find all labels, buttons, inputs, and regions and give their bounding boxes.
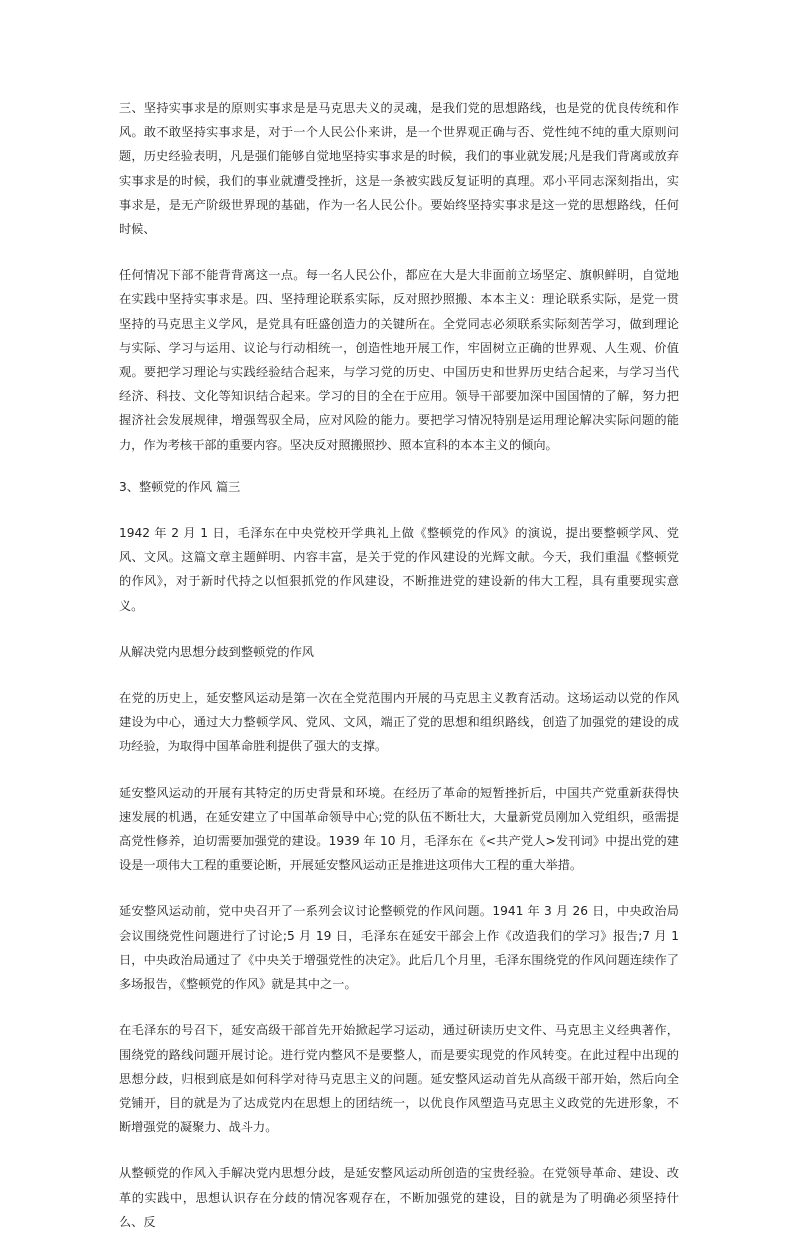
paragraph-study-movement: 在毛泽东的号召下，延安高级干部首先开始掀起学习运动，通过研读历史文件、马克思主义经典著作，围绕党的路线问题开展讨论。进行党内整风不是要整人，而是要实现党的作风转变。在此过程中出现的思想分歧，归根到底是如何科学对待马克思主义的问题。延安整风运动首先从高级干部开始，然后向全党铺开，目的就是为了达成党内在思想上的团结统一，以优良作风塑造马克思主义政党的先进形象，不断增强党的凝聚力、战斗力。: [119, 1023, 679, 1135]
paragraph-theory-practice: 任何情况下部不能背背离这一点。每一名人民公仆，都应在大是大非面前立场坚定、旗帜鲜明，自觉地在实践中坚持实事求是。四、坚持理论联系实际，反对照抄照搬、本本主义：理论联系实际，是党一贯坚持的马克思主义学风，是党具有旺盛创造力的关键所在。全党同志必须联系实际刻苦学习，做到理论与实际、学习与运用、议论与行动相统一，创造性地开展工作，牢固树立正确的世界观、人生观、价值观。要把学习理论与实践经验结合起来，与学习党的历史、中国历史和世界历史结合起来，与学习当代经济、科技、文化等知识结合起来。学习的目的全在于应用。领导干部要加深中国国情的了解，努力把握济社会发展规律，增强驾驭全局，应对风险的能力。要把学习情况特别是运用理论解决实际问题的能力，作为考核干部的重要内容。坚决反对照搬照抄、照本宣科的本本主义的倾向。: [119, 268, 679, 452]
paragraph-yanan-rectification: 在党的历史上，延安整风运动是第一次在全党范围内开展的马克思主义教育活动。这场运动以党的作风建设为中心，通过大力整顿学风、党风、文风，端正了党的思想和组织路线，创造了加强党的建设的成功经验，为取得中国革命胜利提供了强大的支撑。: [119, 691, 679, 754]
paragraph-central-meetings: 延安整风运动前，党中央召开了一系列会议讨论整顿党的作风问题。1941 年 3 月 26 日，中央政治局会议围绕党性问题进行了讨论;5 月 19 日，毛泽东在延安干部会上作《改造我们的学习》报告;7 月 1 日，中央政治局通过了《中央关于增强党性的决定》。此后几个月里，毛泽东围绕党的作风问题连续作了多场报告，《整顿党的作风》就是其中之一。: [119, 904, 679, 992]
paragraph-principle-seeking-truth: 三、坚持实事求是的原则实事求是是马克思夫义的灵魂，是我们党的思想路线，也是党的优良传统和作风。敢不敢坚持实事求是，对于一个人民公仆来讲，是一个世界观正确与否、党性纯不纯的重大原则问题，历史经验表明，凡是强们能够自觉地坚持实事求是的时候，我们的事业就发展;凡是我们背离或放弃实事求是的时候，我们的事业就遭受挫折，这是一条被实践反复证明的真理。邓小平同志深刻指出，实事求是，是无产阶级世界现的基础，作为一名人民公仆。要始终坚持实事求是这一党的思想路线，任何时候、: [119, 101, 679, 237]
subheading: 从解决党内思想分歧到整顿党的作风: [119, 644, 314, 659]
paragraph-historical-background: 延安整风运动的开展有其特定的历史背景和环境。在经历了革命的短暂挫折后，中国共产党重新获得快速发展的机遇，在延安建立了中国革命领导中心;党的队伍不断壮大，大量新党员刚加入党组织，亟需提高党性修养，迫切需要加强党的建设。1939 年 10 月，毛泽东在《<共产党人>发刊词》中提出党的建设是一项伟大工程的重要论断，开展延安整风运动正是推进这项伟大工程的重大举措。: [119, 785, 679, 873]
paragraph-experience: 从整顿党的作风入手解决党内思想分歧，是延安整风运动所创造的宝贵经验。在党领导革命、建设、改革的实践中，思想认识存在分歧的情况客观存在，不断加强党的建设，目的就是为了明确必须坚持什么、反: [119, 1166, 679, 1229]
paragraph-intro-1942: 1942 年 2 月 1 日，毛泽东在中央党校开学典礼上做《整顿党的作风》的演说，提出要整顿学风、党风、文风。这篇文章主题鲜明、内容丰富，是关于党的作风建设的光辉文献。今天，我们重温《整顿党的作风》，对于新时代持之以恒狠抓党的作风建设，不断推进党的建设新的伟大工程，具有重要现实意义。: [119, 526, 679, 613]
document-page: [119, 96, 679, 1234]
section-heading: 3、整顿党的作风 篇三: [119, 479, 241, 494]
